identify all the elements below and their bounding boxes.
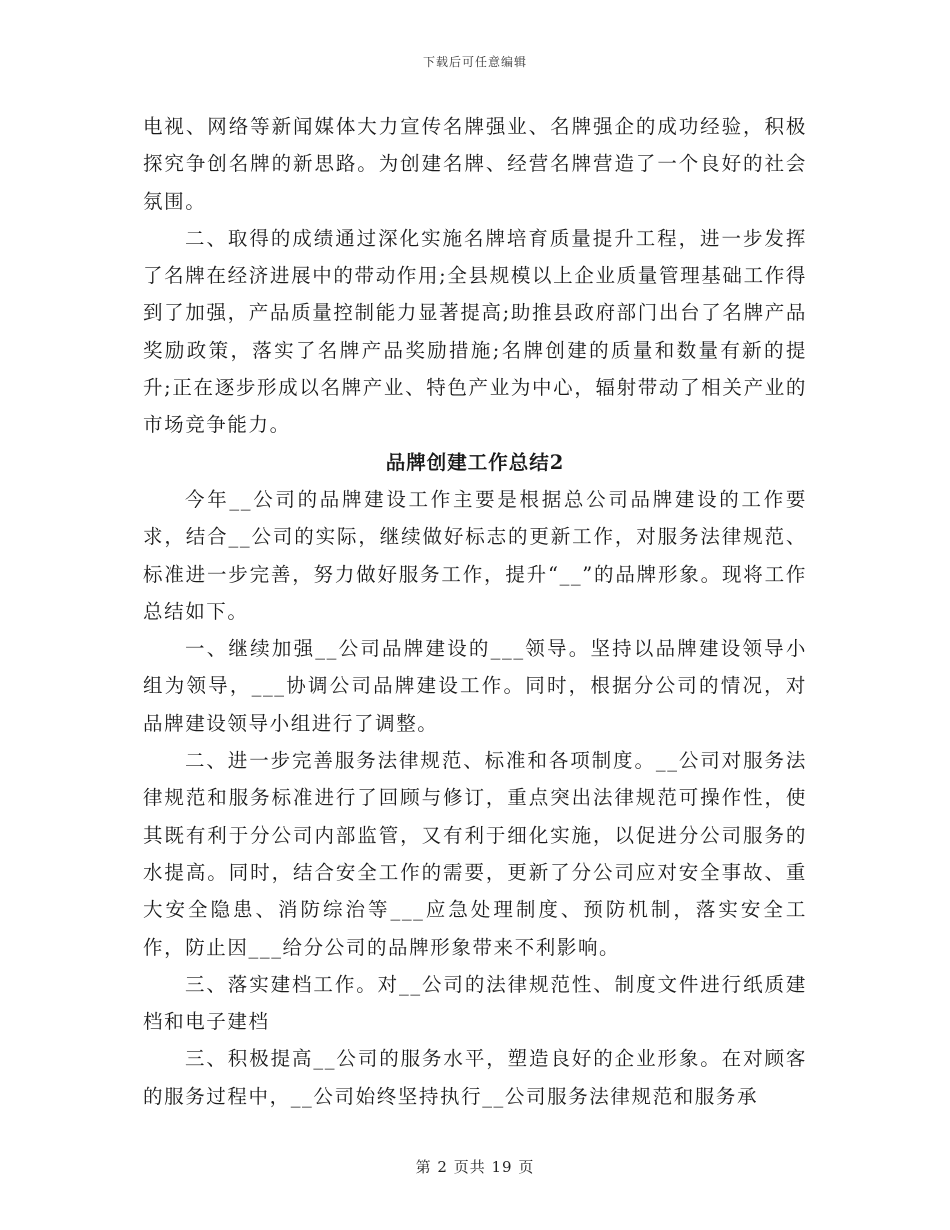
document-body	[143, 108, 807, 1115]
paragraph-achievements: 二、取得的成绩通过深化实施名牌培育质量提升工程，进一步发挥了名牌在经济进展中的带动作用;全县规模以上企业质量管理基础工作得到了加强，产品质量控制能力显著提高;助推县政府部门出台了名牌产品奖励政策，落实了名牌产品奖励措施;名牌创建的质量和数量有新的提升;正在逐步形成以名牌产业、特色产业为中心，辐射带动了相关产业的市场竞争能力。	[143, 226, 807, 437]
paragraph-item-1: 一、继续加强__公司品牌建设的___领导。坚持以品牌建设领导小组为领导，___协调公司品牌建设工作。同时，根据分公司的情况，对品牌建设领导小组进行了调整。	[143, 637, 807, 735]
paragraph-item-4: 三、积极提高__公司的服务水平，塑造良好的企业形象。在对顾客的服务过程中，__公司始终坚持执行__公司服务法律规范和服务承	[143, 1047, 807, 1108]
paragraph-continuation: 电视、网络等新闻媒体大力宣传名牌强业、名牌强企的成功经验，积极探究争创名牌的新思路。为创建名牌、经营名牌营造了一个良好的社会氛围。	[143, 115, 807, 213]
paragraph-intro: 今年__公司的品牌建设工作主要是根据总公司品牌建设的工作要求，结合__公司的实际，继续做好标志的更新工作，对服务法律规范、标准进一步完善，努力做好服务工作，提升“__”的品牌形象。现将工作总结如下。	[143, 487, 807, 623]
paragraph-item-3: 三、落实建档工作。对__公司的法律规范性、制度文件进行纸质建档和电子建档	[143, 972, 807, 1034]
page-footer: 第 2 页共 19 页	[415, 1158, 535, 1176]
paragraph-item-2: 二、进一步完善服务法律规范、标准和各项制度。__公司对服务法律规范和服务标准进行了回顾与修订，重点突出法律规范可操作性，使其既有利于分公司内部监管，又有利于细化实施，以促进分公司服务的水提高。同时，结合安全工作的需要，更新了分公司应对安全事故、重大安全隐患、消防综治等___应急处理制度、预防机制，落实安全工作，防止因___给分公司的品牌形象带来不利影响。	[143, 749, 807, 959]
section-title: 品牌创建工作总结2	[385, 450, 565, 474]
page-header: 下载后可任意编辑	[422, 55, 527, 69]
